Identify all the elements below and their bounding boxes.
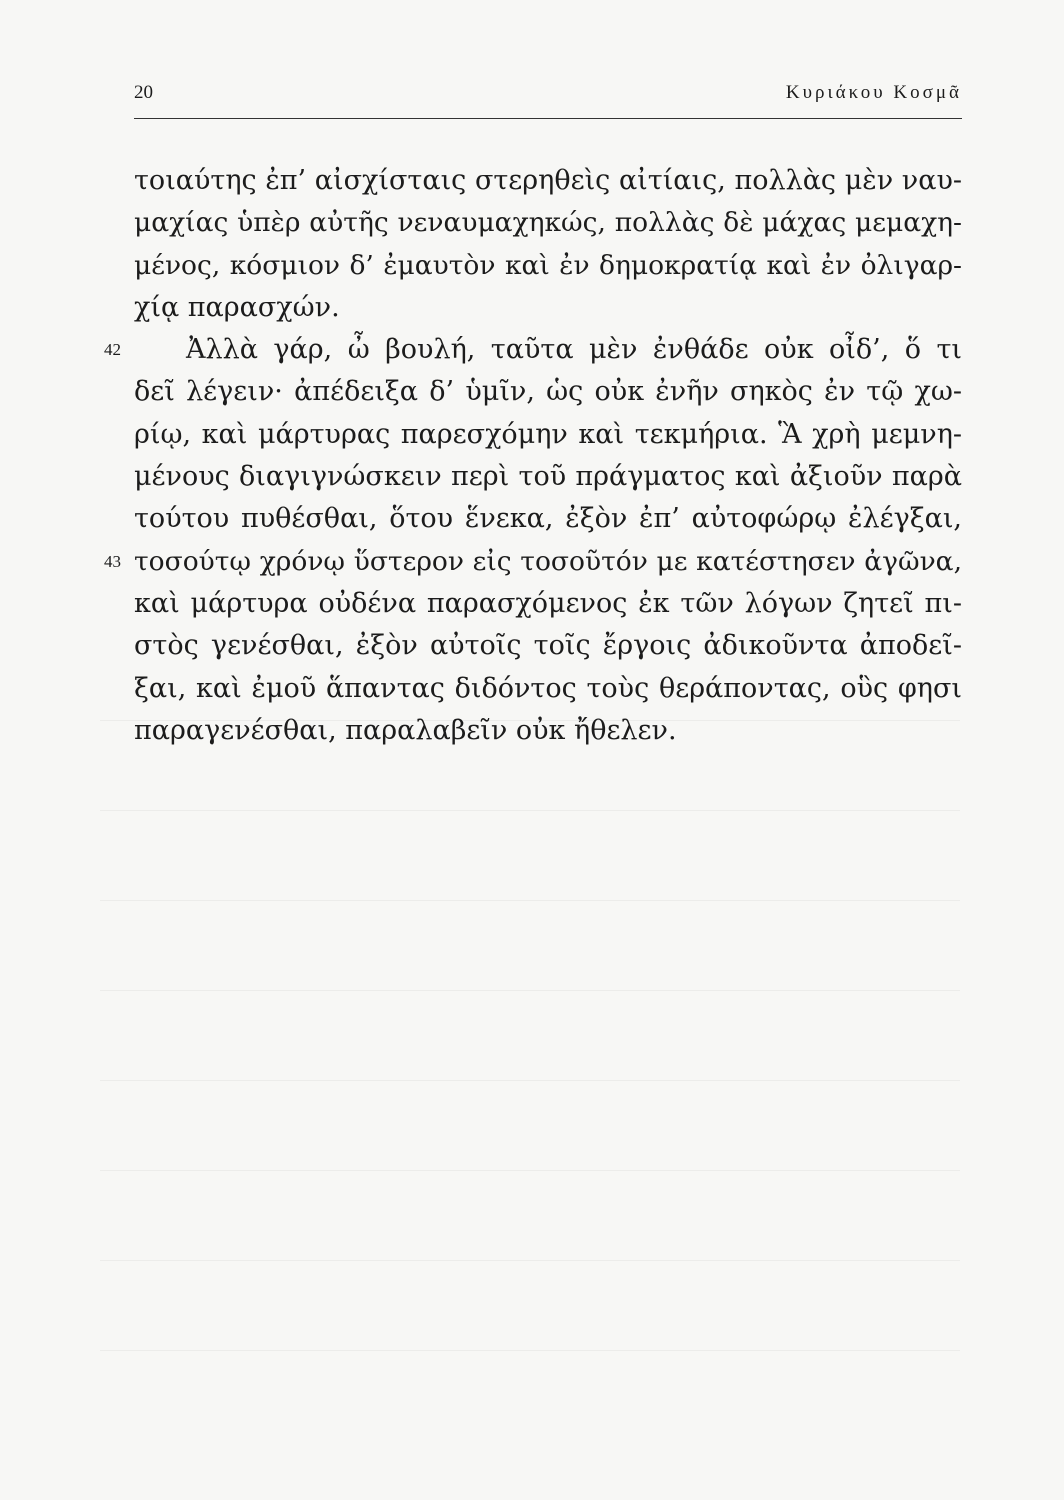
text-line — [134, 625, 962, 667]
text-line — [134, 202, 962, 244]
line-text: τοσούτῳ χρόνῳ ὕστερον εἰς τοσοῦτόν με κατέστησεν ἀγῶνα, — [134, 545, 962, 577]
text-line — [134, 710, 962, 752]
page-number: 20 — [134, 82, 153, 103]
bleed-through-line — [100, 1170, 960, 1171]
text-line — [134, 456, 962, 498]
line-text: τοιαύτης ἐπ’ αἰσχίσταις στερηθεὶς αἰτίαις, πολλὰς μὲν ναυ- — [134, 165, 962, 196]
line-text: μαχίας ὑπὲρ αὐτῆς νεναυμαχηκώς, πολλὰς δὲ μάχας μεμαχη- — [134, 207, 962, 239]
line-text: τούτου πυθέσθαι, ὅτου ἕνεκα, ἐξὸν ἐπ’ αὐτοφώρῳ ἐλέγξαι, — [134, 503, 962, 535]
bleed-through-line — [100, 1080, 960, 1081]
running-title: Κυριάκου Κοσμᾶ — [785, 82, 962, 103]
text-line — [104, 541, 962, 583]
text-line — [134, 414, 962, 456]
line-text: καὶ μάρτυρα οὐδένα παρασχόμενος ἐκ τῶν λόγων ζητεῖ πι- — [134, 587, 962, 619]
line-text: στὸς γενέσθαι, ἐξὸν αὐτοῖς τοῖς ἔργοις ἀδικοῦντα ἀποδεῖ- — [134, 630, 962, 662]
line-text: ξαι, καὶ ἐμοῦ ἅπαντας διδόντος τοὺς θεράποντας, οὓς φησι — [134, 672, 962, 704]
line-text: μένος, κόσμιον δ’ ἐμαυτὸν καὶ ἐν δημοκρατίᾳ καὶ ἐν ὀλιγαρ- — [134, 249, 962, 281]
text-block — [104, 160, 962, 752]
bleed-through-line — [100, 1350, 960, 1351]
bleed-through-line — [100, 900, 960, 901]
line-text: ρίῳ, καὶ μάρτυρας παρεσχόμην καὶ τεκμήρια. Ἃ χρὴ μεμνη- — [134, 418, 962, 450]
section-number: 43 — [104, 551, 121, 571]
bleed-through-line — [100, 1260, 960, 1261]
bleed-through-line — [100, 720, 960, 721]
line-text: χίᾳ παρασχών. — [134, 291, 340, 323]
text-line — [134, 668, 962, 710]
line-text: δεῖ λέγειν· ἀπέδειξα δ’ ὑμῖν, ὡς οὐκ ἐνῆν σηκὸς ἐν τῷ χω- — [134, 376, 962, 408]
page-header — [134, 82, 962, 112]
text-line — [134, 583, 962, 625]
line-text: μένους διαγιγνώσκειν περὶ τοῦ πράγματος καὶ ἀξιοῦν παρὰ — [134, 461, 962, 493]
bleed-through-line — [100, 810, 960, 811]
text-line — [134, 160, 962, 202]
header-rule — [134, 118, 962, 119]
text-line — [104, 329, 962, 371]
line-text: παραγενέσθαι, παραλαβεῖν οὐκ ἤθελεν. — [134, 714, 677, 746]
text-line — [134, 245, 962, 287]
text-line — [134, 287, 962, 329]
text-line — [134, 498, 962, 540]
line-text: Ἀλλὰ γάρ, ὦ βουλή, ταῦτα μὲν ἐνθάδε οὐκ οἶδ’, ὅ τι — [186, 334, 962, 366]
text-line — [134, 371, 962, 413]
bleed-through-line — [100, 990, 960, 991]
section-number: 42 — [104, 340, 121, 360]
